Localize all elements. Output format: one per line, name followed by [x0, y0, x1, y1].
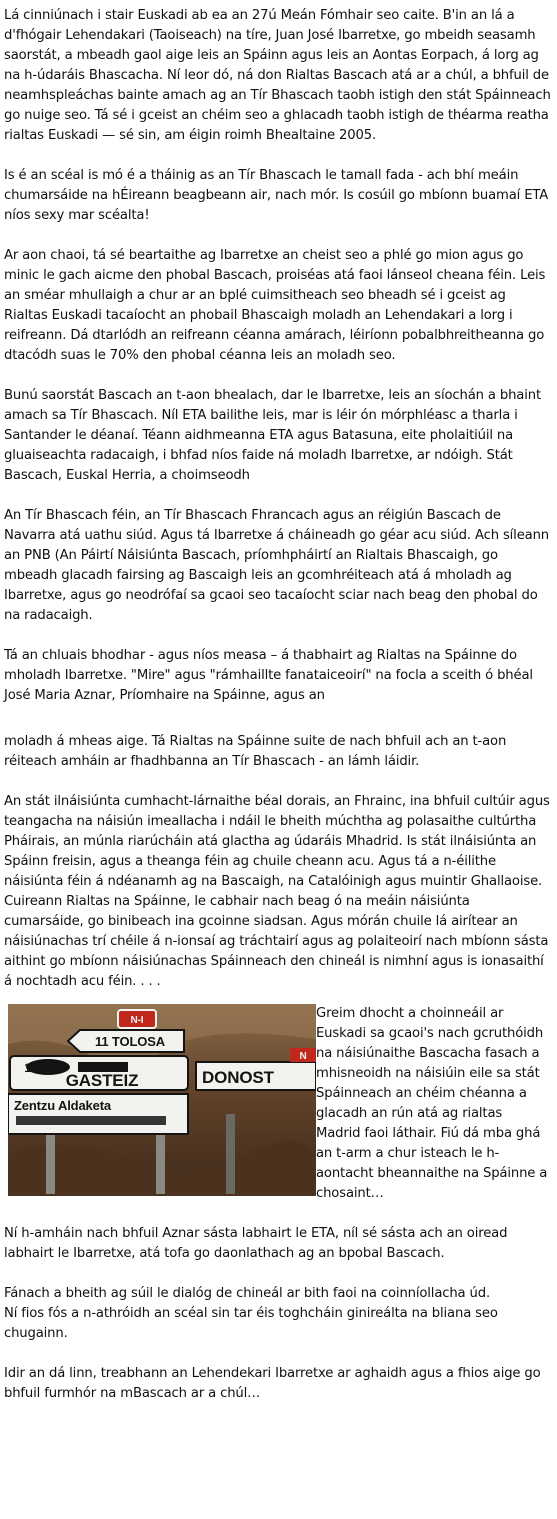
- road-signs-photo: [8, 1004, 316, 1196]
- sign-tolosa-text: 11 TOLOSA: [95, 1034, 165, 1049]
- paragraph-3: Ar aon chaoi, tá sé beartaithe ag Ibarretxe an cheist seo a phlé go mion agus go minic le gach aicme den phobal Bascach, proiséas atá faoi lánseol cheana féin. Leis an sméar mhullaigh a chur ar an bplé cuimsitheach seo bheadh sé i gceist ag Rialtas Euskadi tacaíocht an phobail Bhascaigh moladh an Lehendakari a lorg i reifreann. Dá dtarlódh an reifreann céanna amárach, léiríonn pobalbhreitheanna go dtacódh suas le 70% den phobal céanna leis an moladh seo.: [4, 248, 546, 363]
- paragraph-6a: Tá an chluais bhodhar - agus níos measa – á thabhairt ag Rialtas na Spáinne do mholadh Ibarretxe. "Mire" agus "rámhaillte fanataiceoirí" na focla a sceith ó bhéal José Maria Aznar, Príomhaire na Spáinne, agus an: [4, 648, 533, 703]
- paragraph-9b: Ní fios fós a n-athróidh an scéal sin tar éis toghcháin ginireálta na bliana seo chugainn.: [4, 1306, 498, 1341]
- paragraph-side: Greim dhocht a choinneáil ar Euskadi sa gcaoi's nach gcruthóidh na náisiúnaithe Bascacha fasach a mhisneoidh na náisiúin eile sa stát Spáinneach an chéim chéanna a glacadh an rún atá ag rialtas Madrid faoi láthair. Fiú dá mba ghá an t-arm a chur isteach le h-aontacht bheannaithe na Spáinne a chosaint…: [316, 1006, 548, 1201]
- sign-gasteiz-text: GASTEIZ: [65, 1071, 139, 1090]
- sign-badge-top-text: N-I: [130, 1015, 144, 1026]
- article: [4, 6, 553, 1404]
- sign-road-number-text: 100: [24, 1061, 44, 1075]
- road-signs-illustration: [8, 1004, 316, 1196]
- sign-donosti-text: DONOST: [202, 1068, 274, 1087]
- sign-pole-right: [226, 1114, 235, 1194]
- paragraph-6b: moladh á mheas aige. Tá Rialtas na Spáinne suite de nach bhfuil ach an t-aon réiteach amháin ar fhadhbanna an Tír Bhascach - an lámh láidir.: [4, 734, 507, 769]
- paragraph-4: Bunú saorstát Bascach an t-aon bhealach, dar le Ibarretxe, leis an síochán a bhaint amach sa Tír Bhascach. Níl ETA bailithe leis, mar is léir ón mórphléasc a tharla i Santander le déanaí. Téann aidhmeanna ETA agus Batasuna, eite pholaitiúil na gluaiseachta radacaigh, i bhfad níos faide ná moladh Ibarretxe, ar ndóigh. Stát Bascach, Euskal Herria, a choimseodh: [4, 388, 541, 483]
- paragraph-5: An Tír Bhascach féin, an Tír Bhascach Fhrancach agus an réigiún Bascach de Navarra atá uathu siúd. Agus tá Ibarretxe á cháineadh go géar acu siúd. Ach síleann an PNB (An Páirtí Náisiúnta Bascach, príomhpháirtí an Rialtais Bhascaigh, go mbeadh glacadh fairsing ag Bascaigh leis an gcomhréiteach atá á mholadh ag Ibarretxe, agus go neodrófaí sa gcaoi seo tacaíocht sciar nach beag den phobal do na radacaigh.: [4, 508, 550, 623]
- sign-donosti-badge-text: N: [299, 1051, 307, 1062]
- paragraph-2: Is é an scéal is mó é a tháinig as an Tír Bhascach le tamall fada - ach bhí meáin chumarsáide na hÉireann beagbeann air, nach mór. Is cosúil go mbíonn buamaí ETA níos sexy mar scéalta!: [4, 168, 549, 223]
- paragraph-7: An stát ilnáisiúnta cumhacht-lárnaithe béal dorais, an Fhrainc, ina bhfuil cultúir agus teangacha na náisiún imeallacha i ndáil le bheith múchtha ag polasaithe cultúrtha Pháirais, an múnla riarúcháin atá glactha ag údaráis Mhadrid. Is stát ilnáisiúnta an Spáinn freisin, agus a theanga féin ag chuile cheann acu. Agus tá a n-éilithe náisiúnta féin á ndéanamh ag na Bascaigh, na Catalóinigh agus muintir Ghallaoise. Cuireann Rialtas na Spáinne, le cabhair nach beag ó na meáin náisiúnta cumarsáide, go binibeach ina gcoinne siadsan. Agus mórán chuile lá airítear an náisiúnachas trí chéile á n-ionsaí ag tráchtairí agus ag polaiteoirí nach mbíonn sásta aithint go mbíonn náisiúnachas Spáinneach den chineál is nimhní agus is ionasaithí á nochtadh acu féin. . . .: [4, 794, 550, 989]
- paragraph-8: Ní h-amháin nach bhfuil Aznar sásta labhairt le ETA, níl sé sásta ach an oiread labhairt le Ibarretxe, atá tofa go daonlathach ag an bpobal Bascach.: [4, 1226, 508, 1261]
- sign-zentzu-graffiti: [16, 1116, 166, 1125]
- paragraph-9a: Fánach a bheith ag súil le dialóg de chineál ar bith faoi na coinníollacha úd.: [4, 1286, 490, 1301]
- figure-block: [4, 1004, 553, 1204]
- sign-zentzu-text: Zentzu Aldaketa: [14, 1098, 111, 1113]
- paragraph-1: Lá cinniúnach i stair Euskadi ab ea an 27ú Meán Fómhair seo caite. B'in an lá a d'fhógair Lehendakari (Taoiseach) na tíre, Juan José Ibarretxe, go mbeidh seasamh saorstát, a mbeadh gaol aige leis an Spáinn agus leis an Aontas Eorpach, á lorg ag na h-údaráis Bhascacha. Ní leor dó, ná don Rialtas Bascach atá ar a chúl, a bhfuil de neamhspleáchas bainte amach ag an Tír Bhascach taobh istigh den stát Spáinneach go nuige seo. Tá sé i gceist an chéim seo a ghlacadh taobh istigh de théarma reatha rialtas Euskadi — sé sin, am éigin roimh Bhealtaine 2005.: [4, 8, 551, 143]
- paragraph-10: Idir an dá linn, treabhann an Lehendekari Ibarretxe ar aghaidh agus a fhios aige go bhfuil furmhór na mBascach ar a chúl…: [4, 1366, 541, 1401]
